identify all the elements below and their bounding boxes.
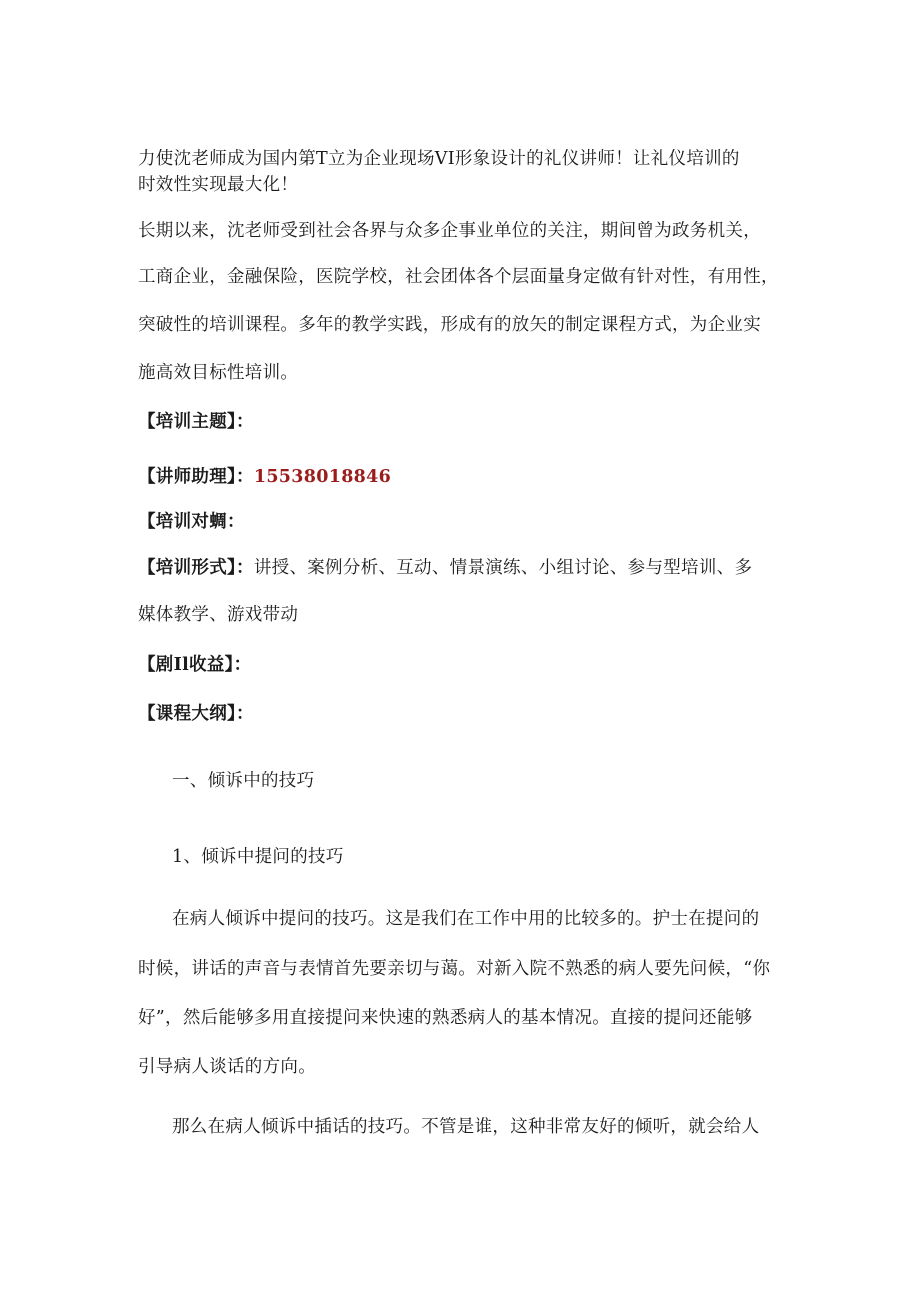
bio-line-1: 长期以来，沈老师受到社会各界与众多企事业单位的关注，期间曾为政务机关，: [138, 221, 761, 241]
format-label: 【培训形式】：: [138, 558, 254, 578]
format-value: 讲授、案例分析、互动、情景演练、小组讨论、参与型培训、多: [253, 558, 753, 578]
intro-line-1: 力使沈老师成为国内第T立为企业现场VI形象设计的礼仪讲师！让礼仪培训的: [138, 149, 740, 169]
para1-line-4: 引导病人谈话的方向。: [138, 1057, 316, 1077]
para1-line-1: 在病人倾诉中提问的技巧。这是我们在工作中用的比较多的。护士在提问的: [172, 909, 760, 929]
intro-line-2: 时效性实现最大化！: [138, 175, 299, 195]
outline-heading-1: 一、倾诉中的技巧: [172, 771, 315, 791]
bio-line-4: 施高效目标性培训。: [138, 363, 299, 383]
para1-line-2: 时候，讲话的声音与表情首先要亲切与蔼。对新入院不熟悉的病人要先问候，“你: [138, 959, 771, 979]
para2-line-1: 那么在病人倾诉中插话的技巧。不管是谁，这种非常友好的倾听，就会给人: [172, 1117, 760, 1137]
theme-label: 【培训主题】：: [138, 412, 254, 432]
outline-subheading-1: 1、倾诉中提问的技巧: [172, 847, 344, 867]
assistant-phone: 15538018846: [253, 467, 392, 487]
para1-line-3: 好”，然后能够多用直接提问来快速的熟悉病人的基本情况。直接的提问还能够: [138, 1008, 753, 1028]
bio-line-3: 突破性的培训课程。多年的教学实践，形成有的放矢的制定课程方式，为企业实: [138, 315, 761, 335]
assistant-label: 【讲师助理】：: [138, 467, 254, 487]
benefit-label: 【剧Il收益】：: [138, 655, 252, 675]
format-row: [138, 556, 752, 580]
format-value-cont: 媒体教学、游戏带动: [138, 605, 299, 625]
bio-line-2: 工商企业，金融保险，医院学校，社会团体各个层面量身定做有针对性，有用性，: [138, 267, 779, 287]
outline-label: 【课程大纲】：: [138, 704, 254, 724]
assistant-row: [138, 465, 391, 489]
audience-label: 【培训对蜩：: [138, 512, 245, 532]
